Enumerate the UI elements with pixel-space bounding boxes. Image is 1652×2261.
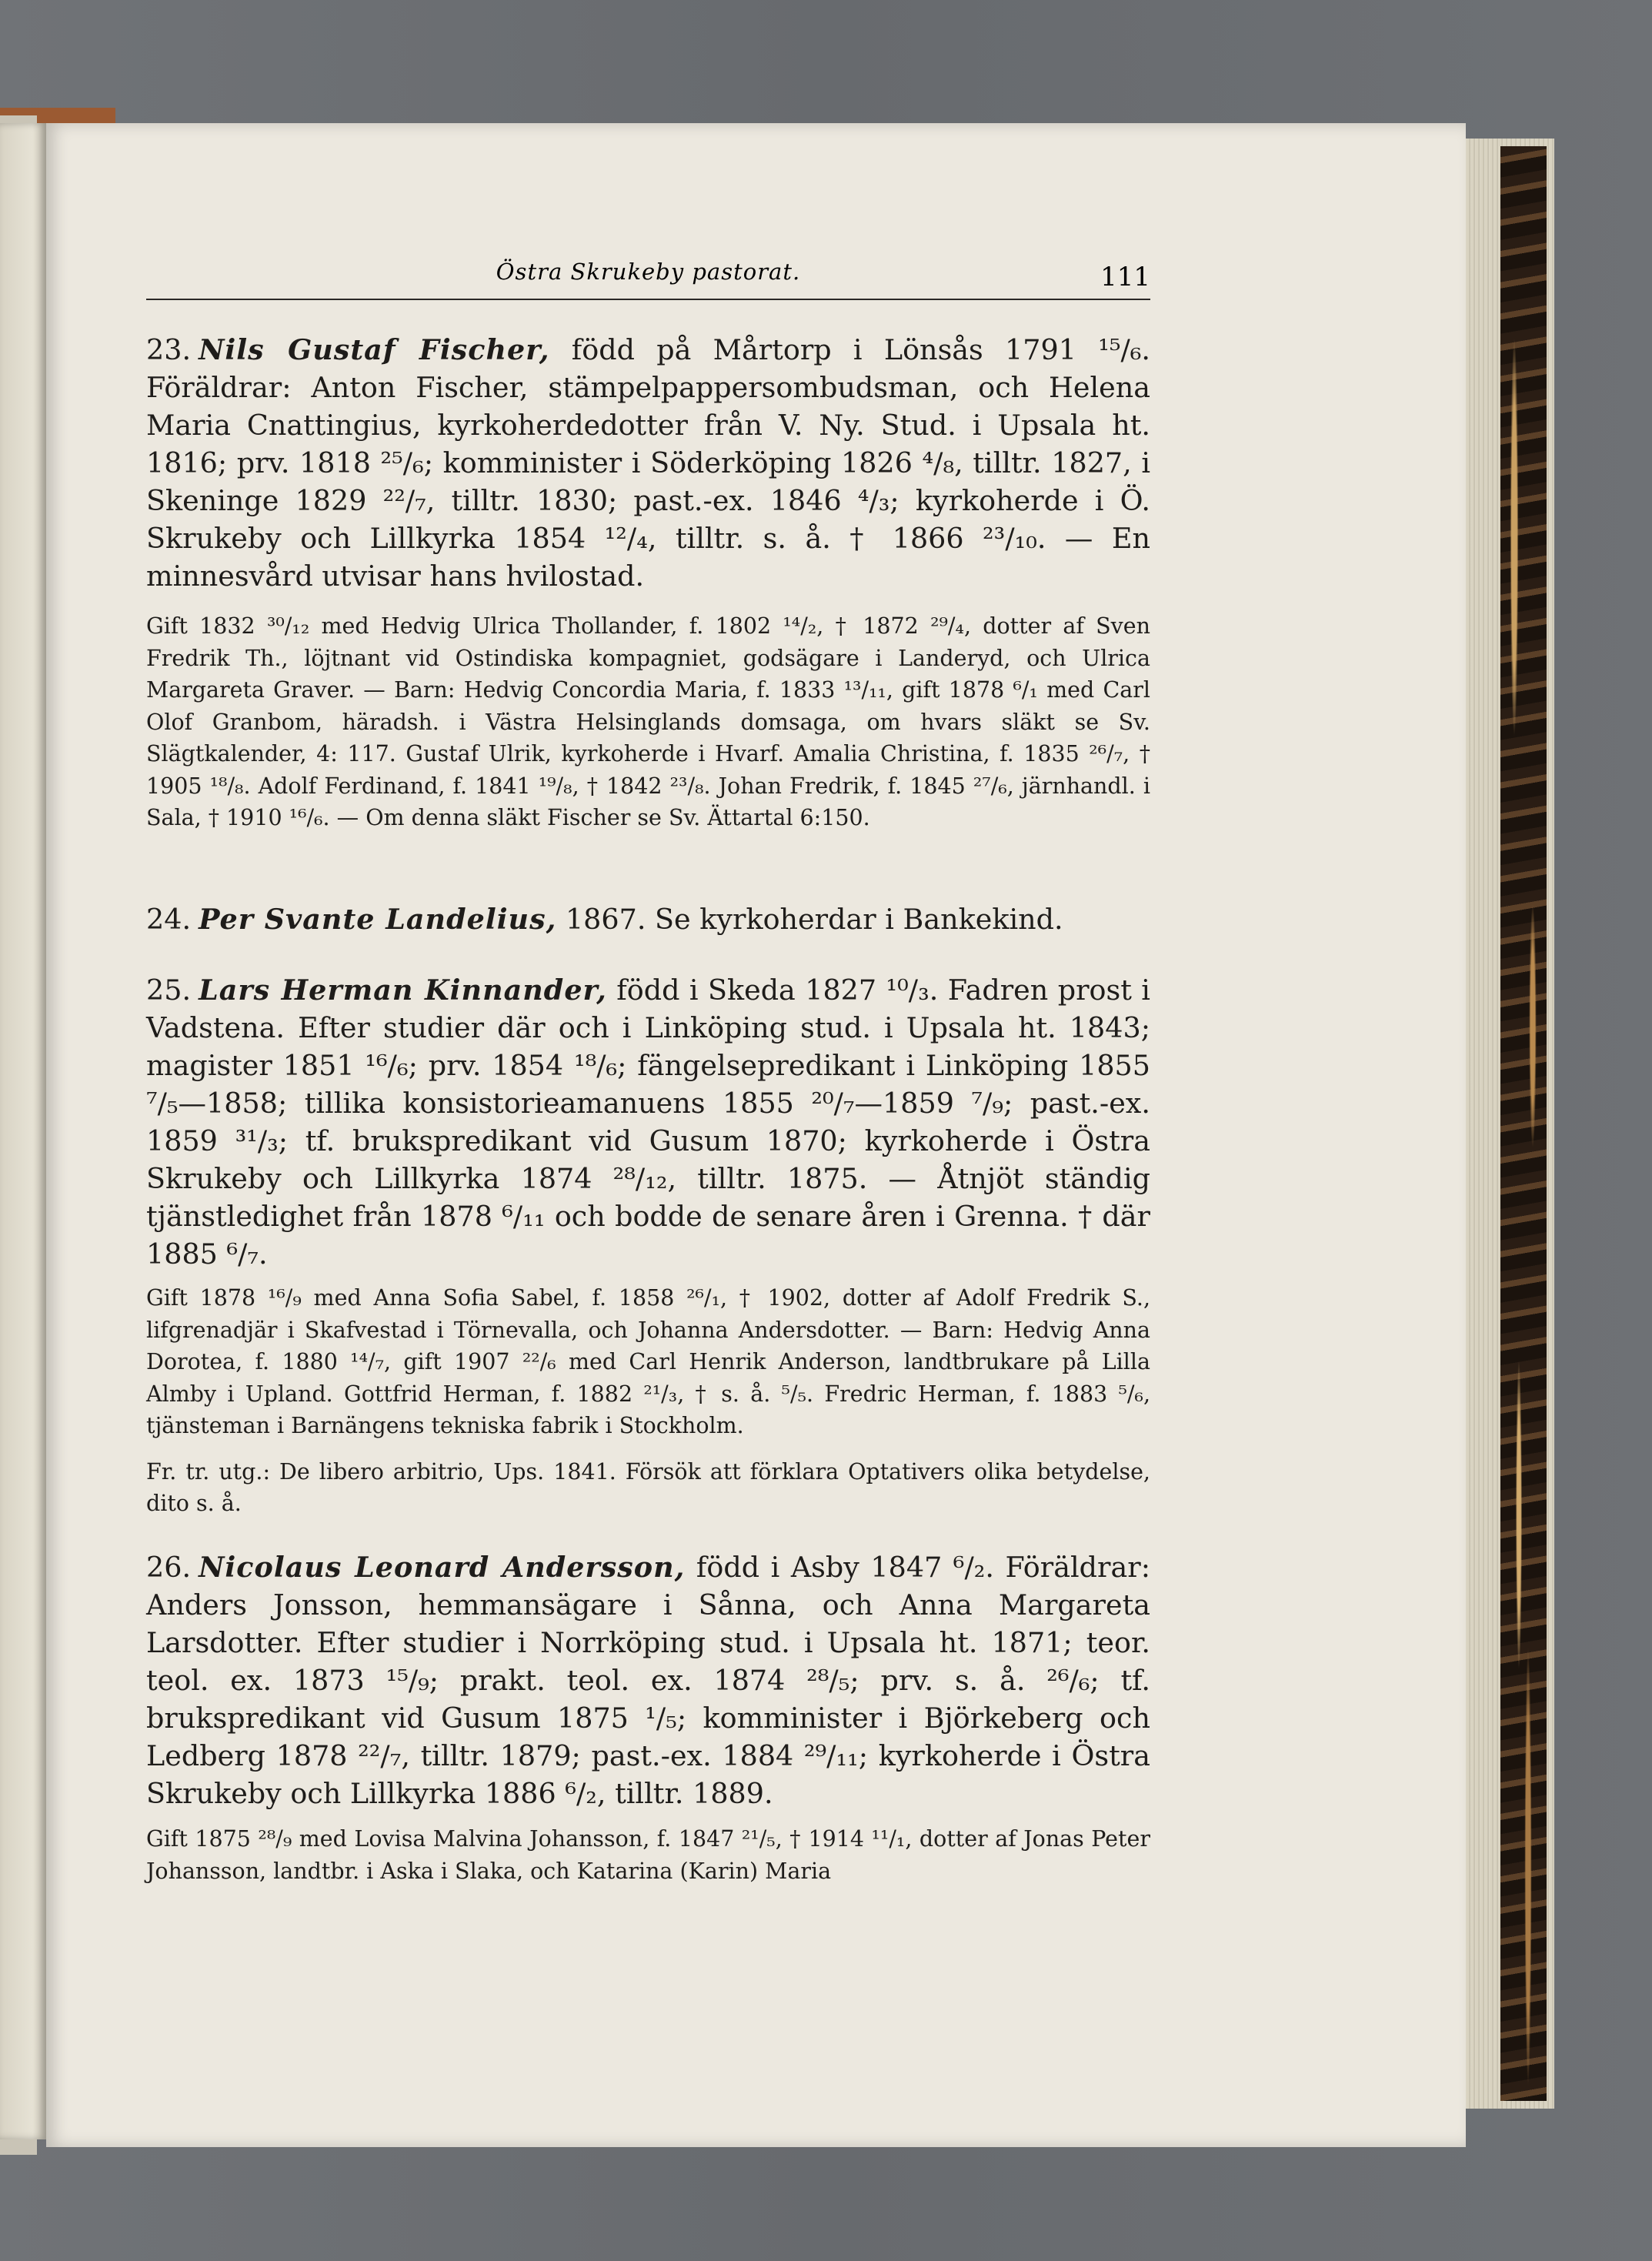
person-name: Lars Herman Kinnander, [199, 974, 607, 1007]
entry-paragraph [146, 971, 1150, 1273]
entry-number: 24. [146, 903, 192, 936]
entry-text: 1867. Se kyrkoherdar i Bankekind. [556, 903, 1063, 936]
entry-26 [146, 1548, 1150, 1887]
entry-25 [146, 971, 1150, 1520]
entry-paragraph [146, 1548, 1150, 1812]
publications-note: Fr. tr. utg.: De libero arbitrio, Ups. 1841. Försök att förklara Optativers olika betydelse, dito s. å. [146, 1458, 1150, 1516]
entry-number: 25. [146, 974, 192, 1007]
running-header [146, 251, 1150, 297]
entry-paragraph [146, 900, 1150, 938]
entry-24 [146, 900, 1150, 938]
family-note: Gift 1832 ³⁰/₁₂ med Hedvig Ulrica Thollander, f. 1802 ¹⁴/₂, † 1872 ²⁹/₄, dotter af Sven Fredrik Th., löjtnant vid Ostindiska kompagniet, godsägare i Landeryd, och Ulrica Margareta Graver. — Barn: Hedvig Concordia Maria, f. 1833 ¹³/₁₁, gift 1878 ⁶/₁ med Carl Olof Granbom, häradsh. i Västra Helsinglands domsaga, om hvars släkt se Sv. Slägtkalender, 4: 117. Gustaf Ulrik, kyrkoherde i Hvarf. Amalia Christina, f. 1835 ²⁶/₇, † 1905 ¹⁸/₈. Adolf Ferdinand, f. 1841 ¹⁹/₈, † 1842 ²³/₈. Johan Fredrik, f. 1845 ²⁷/₆, järnhandl. i Sala, † 1910 ¹⁶/₆. — Om denna släkt Fischer se Sv. Ättartal 6:150. [146, 613, 1150, 830]
family-note: Gift 1878 ¹⁶/₉ med Anna Sofia Sabel, f. 1858 ²⁶/₁, † 1902, dotter af Adolf Fredrik S., lifgrenadjär i Skafvestad i Törnevalla, och Johanna Andersdotter. — Barn: Hedvig Anna Dorotea, f. 1880 ¹⁴/₇, gift 1907 ²²/₆ med Carl Henrik Anderson, landtbrukare på Lilla Almby i Upland. Gottfrid Herman, f. 1882 ²¹/₃, † s. å. ⁵/₅. Fredric Herman, f. 1883 ⁵/₆, tjänsteman i Barnängens tekniska fabrik i Stockholm. [146, 1285, 1150, 1438]
family-note: Gift 1875 ²⁸/₉ med Lovisa Malvina Johansson, f. 1847 ²¹/₅, † 1914 ¹¹/₁, dotter af Jonas Peter Johansson, landtbr. i Aska i Slaka, och Katarina (Karin) Maria [146, 1826, 1150, 1884]
person-name: Nicolaus Leonard Andersson, [199, 1551, 686, 1584]
entry-number: 23. [146, 333, 192, 366]
entry-text: född på Mårtorp i Lönsås 1791 ¹⁵/₆. Föräldrar: Anton Fischer, stämpelpappersombudsman, och Helena Maria Cnattingius, kyrkoherdedotter från V. Ny. Stud. i Upsala ht. 1816; prv. 1818 ²⁵/₆; komminister i Söderköping 1826 ⁴/₈, tilltr. 1827, i Skeninge 1829 ²²/₇, tilltr. 1830; past.-ex. 1846 ⁴/₃; kyrkoherde i Ö. Skrukeby och Lillkyrka 1854 ¹²/₄, tilltr. s. å. † 1866 ²³/₁₀. — En minnesvård utvisar hans hvilostad. [146, 333, 1150, 593]
marbled-cover [1500, 146, 1547, 2101]
entry-paragraph [146, 331, 1150, 595]
header-rule [146, 299, 1150, 300]
entry-text: född i Asby 1847 ⁶/₂. Föräldrar: Anders Jonsson, hemmansägare i Sånna, och Anna Margareta Larsdotter. Efter studier i Norrköping stud. i Upsala ht. 1871; teor. teol. ex. 1873 ¹⁵/₉; prakt. teol. ex. 1874 ²⁸/₅; prv. s. å. ²⁶/₆; tf. brukspredikant vid Gusum 1875 ¹/₅; komminister i Björkeberg och Ledberg 1878 ²²/₇, tilltr. 1879; past.-ex. 1884 ²⁹/₁₁; kyrkoherde i Östra Skrukeby och Lillkyrka 1886 ⁶/₂, tilltr. 1889. [146, 1551, 1150, 1810]
page-number: 111 [1100, 262, 1150, 292]
person-name: Nils Gustaf Fischer, [199, 333, 550, 366]
entry-text: född i Skeda 1827 ¹⁰/₃. Fadren prost i Vadstena. Efter studier där och i Linköping stud. i Upsala ht. 1843; magister 1851 ¹⁶/₆; prv. 1854 ¹⁸/₆; fängelsepredikant i Linköping 1855 ⁷/₅—1858; tillika konsistorieamanuens 1855 ²⁰/₇—1859 ⁷/₉; past.-ex. 1859 ³¹/₃; tf. brukspredikant vid Gusum 1870; kyrkoherde i Östra Skrukeby och Lillkyrka 1874 ²⁸/₁₂, tilltr. 1875. — Åtnjöt ständig tjänstledighet från 1878 ⁶/₁₁ och bodde de senare åren i Grenna. † där 1885 ⁶/₇. [146, 974, 1150, 1271]
running-title: Östra Skrukeby pastorat. [496, 259, 801, 285]
entry-23 [146, 331, 1150, 834]
person-name: Per Svante Landelius, [199, 903, 557, 936]
facing-page-edge [0, 123, 46, 2139]
entry-number: 26. [146, 1551, 192, 1584]
